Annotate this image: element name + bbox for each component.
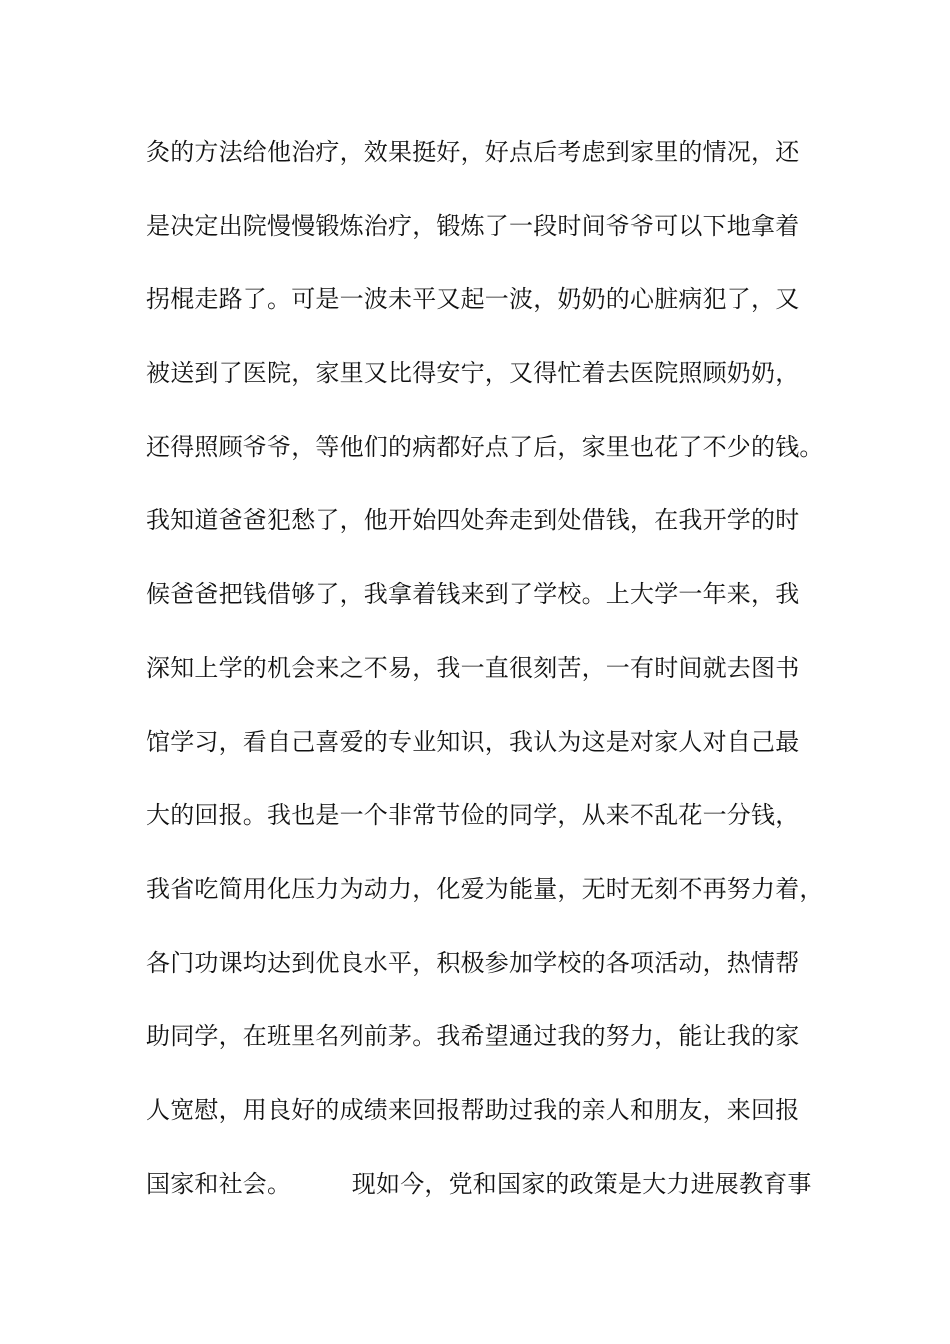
text-line: 馆学习，看自己喜爱的专业知识，我认为这是对家人对自己最 bbox=[146, 727, 800, 756]
text-line: 候爸爸把钱借够了，我拿着钱来到了学校。上大学一年来，我 bbox=[146, 580, 800, 609]
text-line: 深知上学的机会来之不易，我一直很刻苦，一有时间就去图书 bbox=[146, 653, 800, 682]
body-text bbox=[146, 132, 836, 1204]
text-line: 还得照顾爷爷，等他们的病都好点了后，家里也花了不少的钱。 bbox=[146, 432, 824, 461]
text-line: 是决定出院慢慢锻炼治疗，锻炼了一段时间爷爷可以下地拿着 bbox=[146, 211, 800, 240]
text-line: 我知道爸爸犯愁了，他开始四处奔走到处借钱，在我开学的时 bbox=[146, 506, 800, 535]
text-line: 助同学，在班里名列前茅。我希望通过我的努力，能让我的家 bbox=[146, 1022, 800, 1051]
text-line: 灸的方法给他治疗，效果挺好，好点后考虑到家里的情况，还 bbox=[146, 138, 800, 166]
text-line: 被送到了医院，家里又比得安宁，又得忙着去医院照顾奶奶， bbox=[146, 359, 800, 388]
text-line: 人宽慰，用良好的成绩来回报帮助过我的亲人和朋友，来回报 bbox=[146, 1095, 800, 1124]
text-line: 大的回报。我也是一个非常节俭的同学，从来不乱花一分钱， bbox=[146, 801, 800, 830]
text-line: 各门功课均达到优良水平，积极参加学校的各项活动，热情帮 bbox=[146, 948, 800, 977]
text-line: 我省吃简用化压力为动力，化爱为能量，无时无刻不再努力着， bbox=[146, 874, 824, 903]
text-line: 国家和社会。 现如今，党和国家的政策是大力进展教育事 bbox=[146, 1169, 812, 1198]
text-line: 拐棍走路了。可是一波未平又起一波，奶奶的心脏病犯了，又 bbox=[146, 285, 800, 314]
